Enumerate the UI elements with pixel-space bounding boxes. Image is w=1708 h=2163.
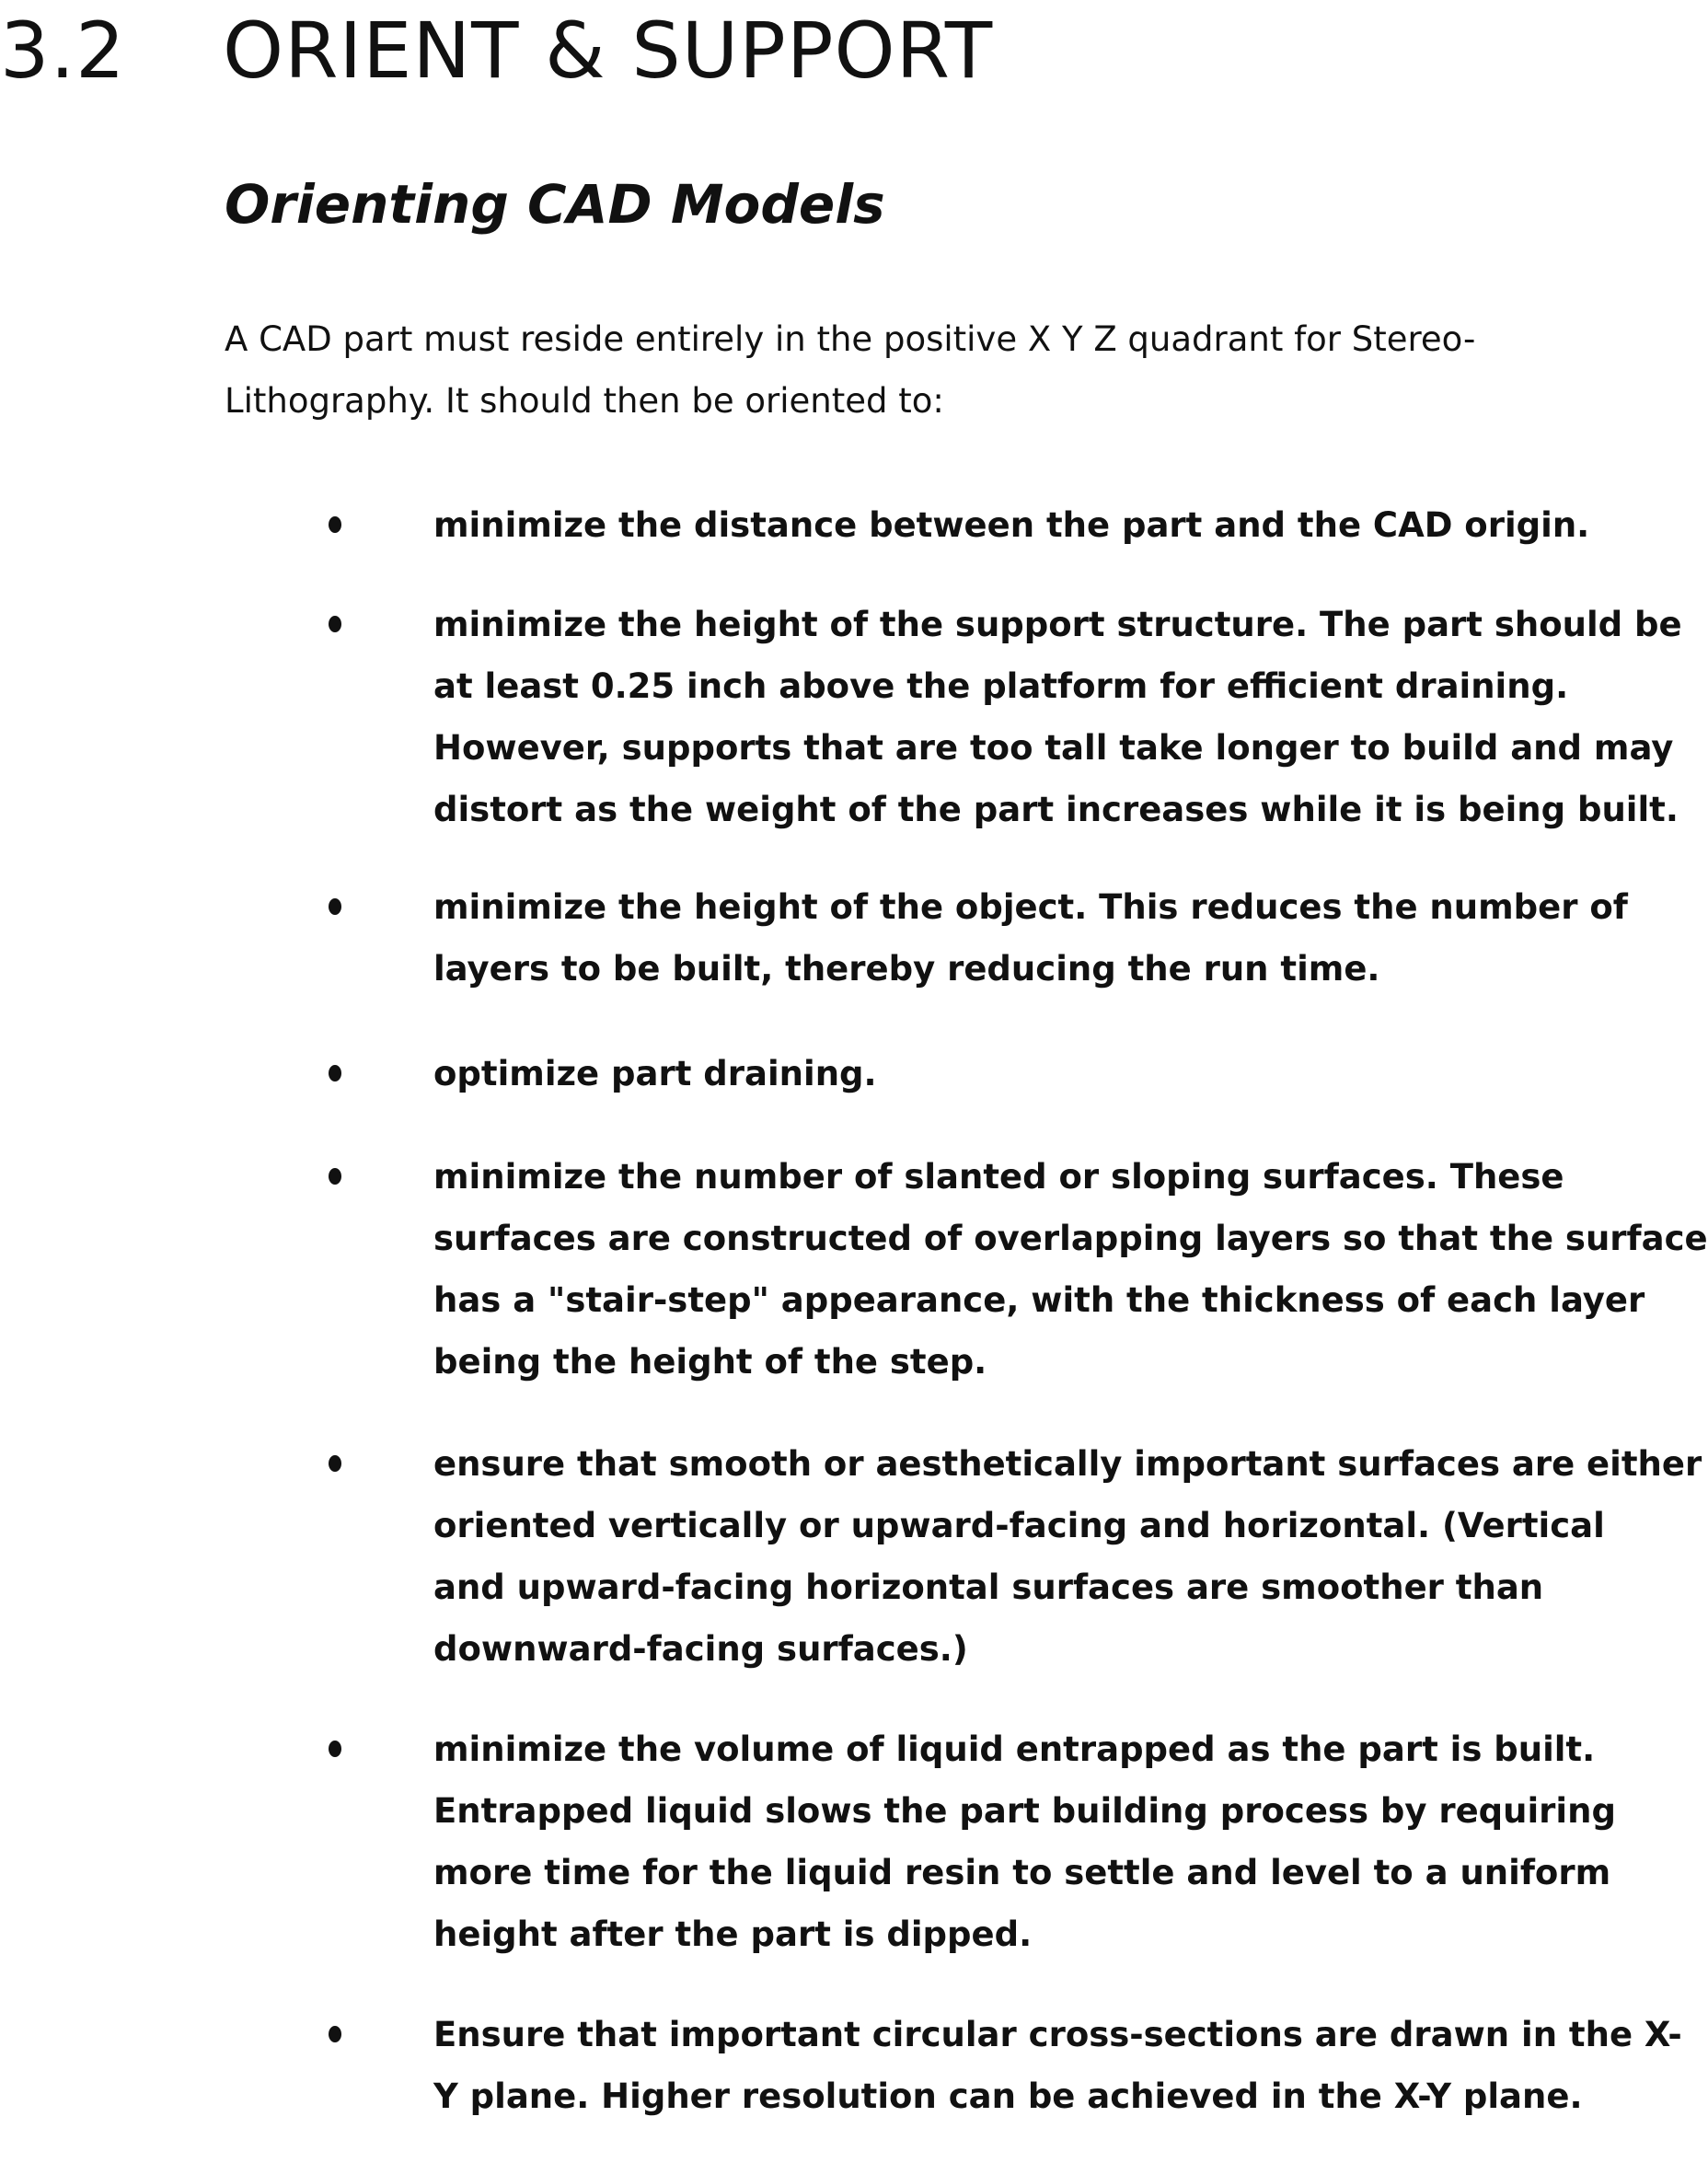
bullet-line: has a "stair-step" appearance, with the thickness of each layer [433,1269,1708,1331]
bullet-text [433,1043,877,1105]
bullet-text [433,2004,1682,2127]
bullet-line: Ensure that important circular cross-sections are drawn in the X- [433,2004,1682,2065]
bullet-dot-icon [329,616,341,632]
bullet-line: optimize part draining. [433,1043,877,1105]
bullet-line: oriented vertically or upward-facing and horizontal. (Vertical [433,1495,1702,1556]
bullet-line: However, supports that are too tall take longer to build and may [433,717,1682,779]
subheading: Orienting CAD Models [225,168,885,241]
bullet-line: more time for the liquid resin to settle and level to a uniform [433,1842,1616,1903]
bullet-line: Entrapped liquid slows the part building process by requiring [433,1780,1616,1842]
bullet-dot-icon [329,1455,341,1472]
bullet-line: surfaces are constructed of overlapping layers so that the surface [433,1208,1708,1269]
bullet-line: layers to be built, thereby reducing the run time. [433,938,1628,1000]
bullet-line: distort as the weight of the part increases while it is being built. [433,779,1682,840]
bullet-text [433,594,1682,840]
intro-paragraph [225,308,1475,432]
bullet-line: downward-facing surfaces.) [433,1618,1702,1680]
bullet-text [433,876,1628,1000]
bullet-line: minimize the height of the object. This reduces the number of [433,876,1628,938]
bullet-text [433,494,1589,556]
bullet-dot-icon [329,2026,341,2042]
bullet-line: minimize the distance between the part and the CAD origin. [433,494,1589,556]
bullet-dot-icon [329,1168,341,1185]
intro-line: Lithography. It should then be oriented to: [225,370,1475,432]
bullet-dot-icon [329,898,341,915]
bullet-line: minimize the number of slanted or sloping surfaces. These [433,1146,1708,1208]
bullet-line: height after the part is dipped. [433,1903,1616,1965]
bullet-line: minimize the height of the support structure. The part should be [433,594,1682,655]
bullet-line: at least 0.25 inch above the platform for efficient draining. [433,655,1682,717]
bullet-text [433,1433,1702,1680]
bullet-line: ensure that smooth or aesthetically important surfaces are either [433,1433,1702,1495]
bullet-text [433,1718,1616,1965]
bullet-dot-icon [329,1741,341,1757]
bullet-line: minimize the volume of liquid entrapped as the part is built. [433,1718,1616,1780]
section-number: 3.2 [0,0,126,101]
bullet-text [433,1146,1708,1393]
bullet-dot-icon [329,1065,341,1082]
bullet-line: Y plane. Higher resolution can be achieved in the X-Y plane. [433,2065,1682,2127]
bullet-dot-icon [329,516,341,533]
intro-line: A CAD part must reside entirely in the positive X Y Z quadrant for Stereo- [225,308,1475,370]
bullet-line: being the height of the step. [433,1331,1708,1393]
bullet-line: and upward-facing horizontal surfaces are smoother than [433,1556,1702,1618]
section-title: ORIENT & SUPPORT [223,0,993,101]
